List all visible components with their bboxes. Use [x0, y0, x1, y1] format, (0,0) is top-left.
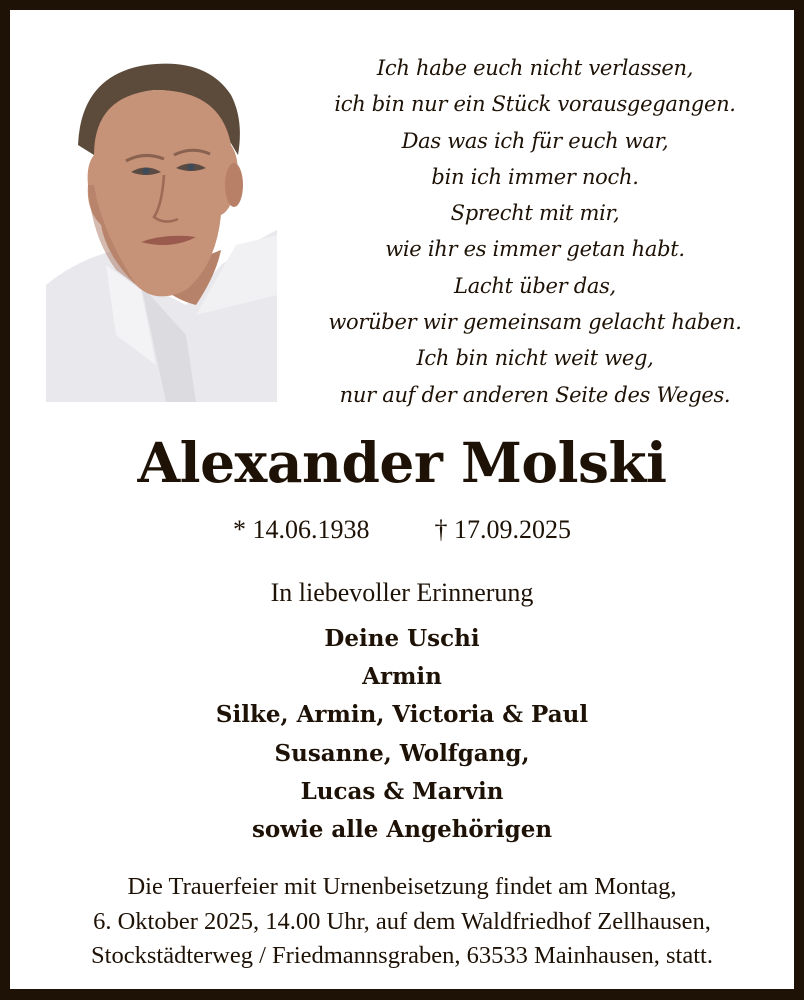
birth-symbol-icon: * — [233, 515, 246, 544]
mourner-line: Lucas & Marvin — [300, 777, 504, 805]
poem-line: nur auf der anderen Seite des Weges. — [339, 382, 731, 407]
poem-line: ich bin nur ein Stück vorausgegangen. — [334, 92, 736, 117]
funeral-service-info — [10, 870, 794, 974]
poem-line: wie ihr es immer getan habt. — [385, 237, 685, 262]
cross-icon: † — [434, 515, 448, 544]
poem-line: Ich habe euch nicht verlassen, — [376, 56, 694, 80]
deceased-name: Alexander Molski — [137, 430, 667, 495]
death-date: 17.09.2025 — [454, 515, 571, 544]
mourner-line: sowie alle Angehörigen — [251, 816, 553, 844]
portrait-icon — [46, 35, 277, 402]
memory-line: In liebevoller Erinnerung — [270, 578, 534, 607]
service-line: Stockstädterweg / Friedmannsgraben, 63533 Mainhausen, statt. — [91, 942, 713, 969]
mourners-list — [10, 620, 794, 849]
life-dates — [10, 513, 794, 547]
birth-date: 14.06.1938 — [252, 515, 370, 544]
mourner-line: Deine Uschi — [324, 625, 480, 652]
poem-line: Ich bin nicht weit weg, — [416, 346, 654, 371]
service-line: 6. Oktober 2025, 14.00 Uhr, auf dem Waldfriedhof Zellhausen, — [93, 907, 711, 935]
poem-line: Das was ich für euch war, — [401, 128, 669, 153]
mourner-line: Silke, Armin, Victoria & Paul — [215, 701, 589, 729]
poem-line: worüber wir gemeinsam gelacht haben. — [328, 310, 742, 335]
portrait-photo — [46, 35, 277, 402]
poem-line: bin ich immer noch. — [431, 164, 639, 189]
service-line: Die Trauerfeier mit Urnenbeisetzung findet am Montag, — [127, 873, 677, 900]
mourner-line: Susanne, Wolfgang, — [274, 739, 530, 767]
poem — [300, 50, 770, 413]
poem-line: Lacht über das, — [454, 273, 616, 298]
mourner-line: Armin — [362, 663, 442, 691]
poem-line: Sprecht mit mir, — [450, 201, 620, 226]
